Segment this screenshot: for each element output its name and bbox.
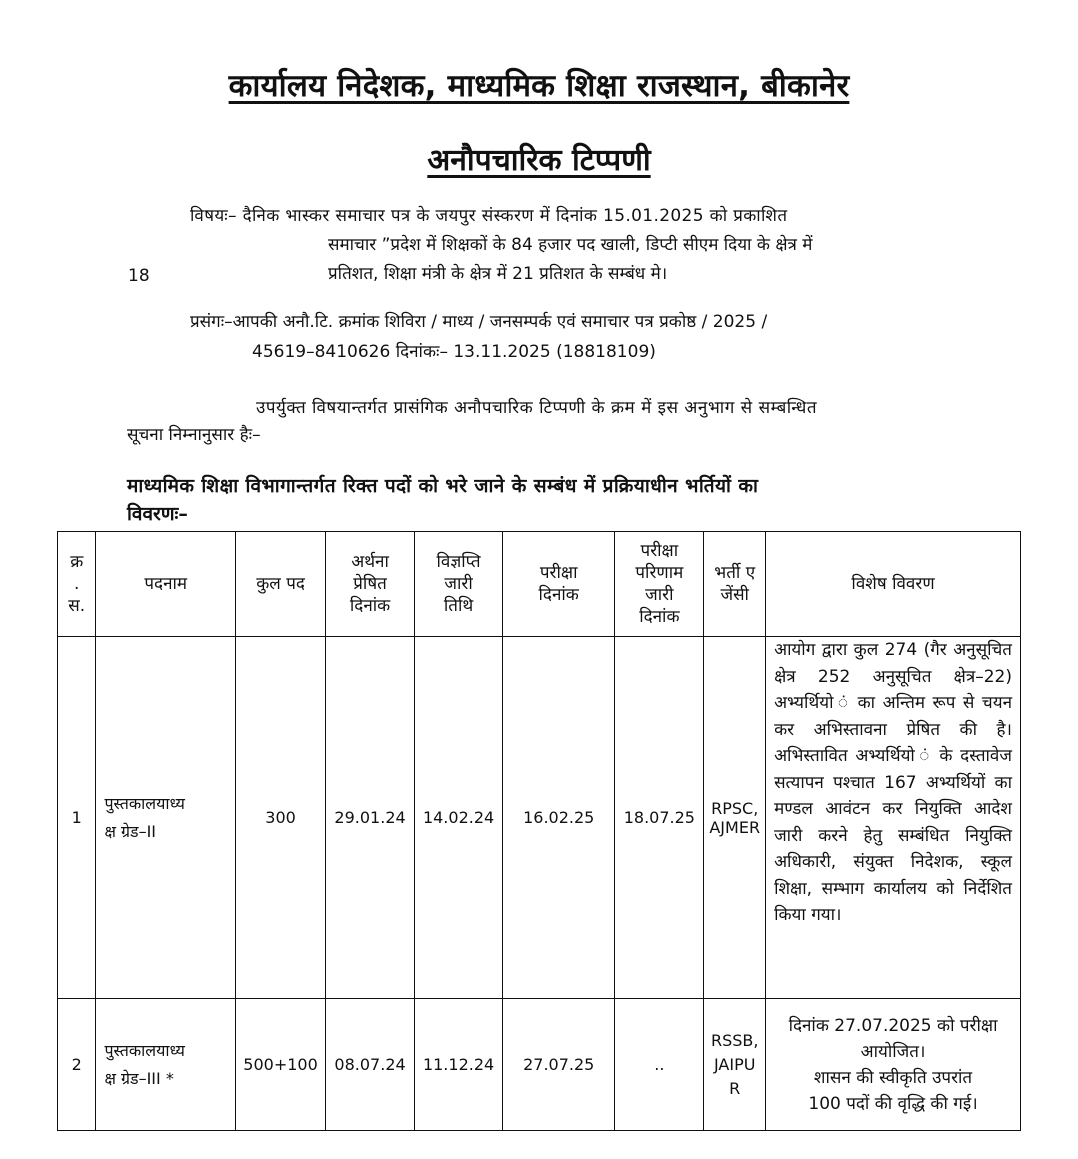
document-subtitle: अनौपचारिक टिप्पणी [427,143,651,178]
cell-notification-date: 11.12.24 [415,999,503,1131]
reference-line-1: प्रसंगः–आपकी अनौ.टि. क्रमांक शिविरा / माध्य / जनसम्पर्क एवं समाचार पत्र प्रकोष्ठ / 2025 / [190,312,768,332]
header-agency: भर्ती ए जेंसी [704,532,766,637]
reference-line-2: 45619–8410626 दिनांकः– 13.11.2025 (18818109) [252,342,656,362]
cell-exam-date: 27.07.25 [503,999,615,1131]
header-total-posts: कुल पद [236,532,326,637]
cell-sno: 2 [58,999,96,1131]
header-requisition-date: अर्थना प्रेषित दिनांक [326,532,415,637]
cell-details: आयोग द्वारा कुल 274 (गैर अनुसूचित क्षेत्र 252 अनुसूचित क्षेत्र–22) अभ्यर्थियो ं का अन्तिम रूप से चयन कर अभिस्तावना प्रेषित की है। अभिस्तावित अभ्यर्थियो ं के दस्तावेज सत्यापन पश्चात 167 अभ्यर्थियों का मण्डल आवंटन कर नियुक्ति आदेश जारी करने हेतु सम्बंधित नियुक्ति अधिकारी, संयुक्त निदेशक, स्कूल शिक्षा, सम्भाग कार्यालय को निर्देशित किया गया। [766,637,1021,999]
table-row [58,999,1021,1131]
subject-line-3-number: 18 [128,266,150,286]
section-heading-line-1: माध्यमिक शिक्षा विभागान्तर्गत रिक्त पदों को भरे जाने के सम्बंध में प्रक्रियाधीन भर्तियों का [127,475,759,497]
cell-post: पुस्तकालयाध्य क्ष ग्रेड–II [96,637,236,999]
page-title: कार्यालय निदेशक, माध्यमिक शिक्षा राजस्थान, बीकानेर [228,68,850,104]
cell-exam-date: 16.02.25 [503,637,615,999]
cell-post: पुस्तकालयाध्य क्ष ग्रेड–III * [96,999,236,1131]
header-notification-date: विज्ञप्ति जारी तिथि [415,532,503,637]
recruitment-table [57,531,1021,1131]
cell-requisition-date: 08.07.24 [326,999,415,1131]
body-line-1: उपर्युक्त विषयान्तर्गत प्रासंगिक अनौपचारिक टिप्पणी के क्रम में इस अनुभाग से सम्बन्धित [256,398,818,418]
cell-agency: RPSC, AJMER [704,637,766,999]
subject-line-2: समाचार ”प्रदेश में शिक्षकों के 84 हजार पद खाली, डिप्टी सीएम दिया के क्षेत्र में [328,235,813,255]
header-result-date: परीक्षा परिणाम जारी दिनांक [615,532,704,637]
subject-line-1: विषयः– दैनिक भास्कर समाचार पत्र के जयपुर संस्करण में दिनांक 15.01.2025 को प्रकाशित [190,206,788,226]
table-header-row [58,532,1021,637]
header-post: पदनाम [96,532,236,637]
section-heading-line-2: विवरणः– [127,503,188,525]
cell-sno: 1 [58,637,96,999]
header-sno: क्र . स. [58,532,96,637]
cell-total-posts: 300 [236,637,326,999]
table-row [58,637,1021,999]
cell-result-date: 18.07.25 [615,637,704,999]
header-details: विशेष विवरण [766,532,1021,637]
cell-notification-date: 14.02.24 [415,637,503,999]
cell-requisition-date: 29.01.24 [326,637,415,999]
body-line-2: सूचना निम्नानुसार हैः– [127,425,261,445]
header-exam-date: परीक्षा दिनांक [503,532,615,637]
subject-line-3: प्रतिशत, शिक्षा मंत्री के क्षेत्र में 21 प्रतिशत के सम्बंध मे। [328,264,668,284]
cell-agency: RSSB, JAIPU R [704,999,766,1131]
cell-total-posts: 500+100 [236,999,326,1131]
cell-result-date: .. [615,999,704,1131]
cell-details: दिनांक 27.07.2025 को परीक्षा आयोजित। शासन की स्वीकृति उपरांत 100 पदों की वृद्धि की गई। [766,999,1021,1131]
